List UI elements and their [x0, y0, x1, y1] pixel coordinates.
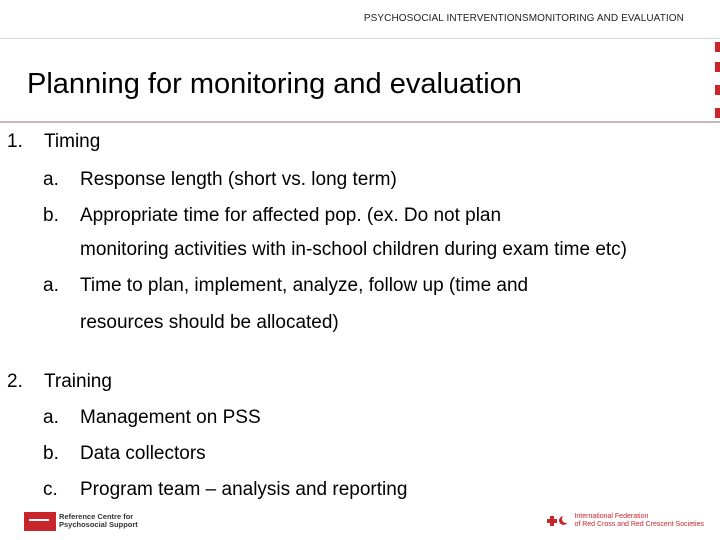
sub-item-letter: a. [43, 169, 59, 190]
sub-item-text: Time to plan, implement, analyze, follow up (time and [80, 275, 529, 296]
sub-item [43, 479, 407, 501]
outline-number: 2. [7, 371, 23, 392]
logo-text-line: International Federation [574, 513, 649, 520]
section-header: PSYCHOSOCIAL INTERVENTIONSMONITORING AND EVALUATION [363, 13, 684, 24]
outline-item-timing [7, 131, 100, 153]
sub-item-text: Management on PSS [80, 407, 261, 428]
sub-item [43, 443, 206, 465]
sub-item-text: Response length (short vs. long term) [80, 169, 397, 190]
sub-item-letter: b. [43, 205, 59, 226]
sub-item [43, 169, 397, 191]
sub-item-text: Appropriate time for affected pop. (ex. Do not plan [80, 205, 502, 226]
ifrc-logo [544, 512, 704, 530]
outline-item-training [7, 371, 112, 393]
sub-item-letter: c. [43, 479, 58, 500]
sub-item-letter: b. [43, 443, 59, 464]
sub-item-continuation: monitoring activities with in-school children during exam time etc) [80, 239, 628, 260]
sub-item-continuation: resources should be allocated) [80, 312, 339, 333]
sub-item [43, 275, 528, 297]
title-divider [0, 121, 720, 123]
logo-text-line: of Red Cross and Red Crescent Societies [574, 521, 704, 528]
slide-title: Planning for monitoring and evaluation [27, 68, 522, 100]
top-divider [0, 38, 720, 39]
sub-item [43, 407, 261, 429]
reference-centre-logo [24, 511, 138, 531]
red-cross-crescent-icon [544, 514, 570, 528]
sub-item-letter: a. [43, 407, 59, 428]
outline-label: Timing [44, 131, 101, 152]
outline-label: Training [44, 371, 112, 392]
sub-item [43, 205, 501, 227]
sub-item-text: Program team – analysis and reporting [80, 479, 408, 500]
sub-item-letter: a. [43, 275, 59, 296]
accent-bars [714, 40, 720, 120]
outline-number: 1. [7, 131, 23, 152]
logo-text-line: Psychosocial Support [59, 520, 138, 529]
sub-item-text: Data collectors [80, 443, 206, 464]
logo-text-line: Reference Centre for [59, 512, 134, 521]
reference-centre-logo-mark [24, 512, 56, 531]
